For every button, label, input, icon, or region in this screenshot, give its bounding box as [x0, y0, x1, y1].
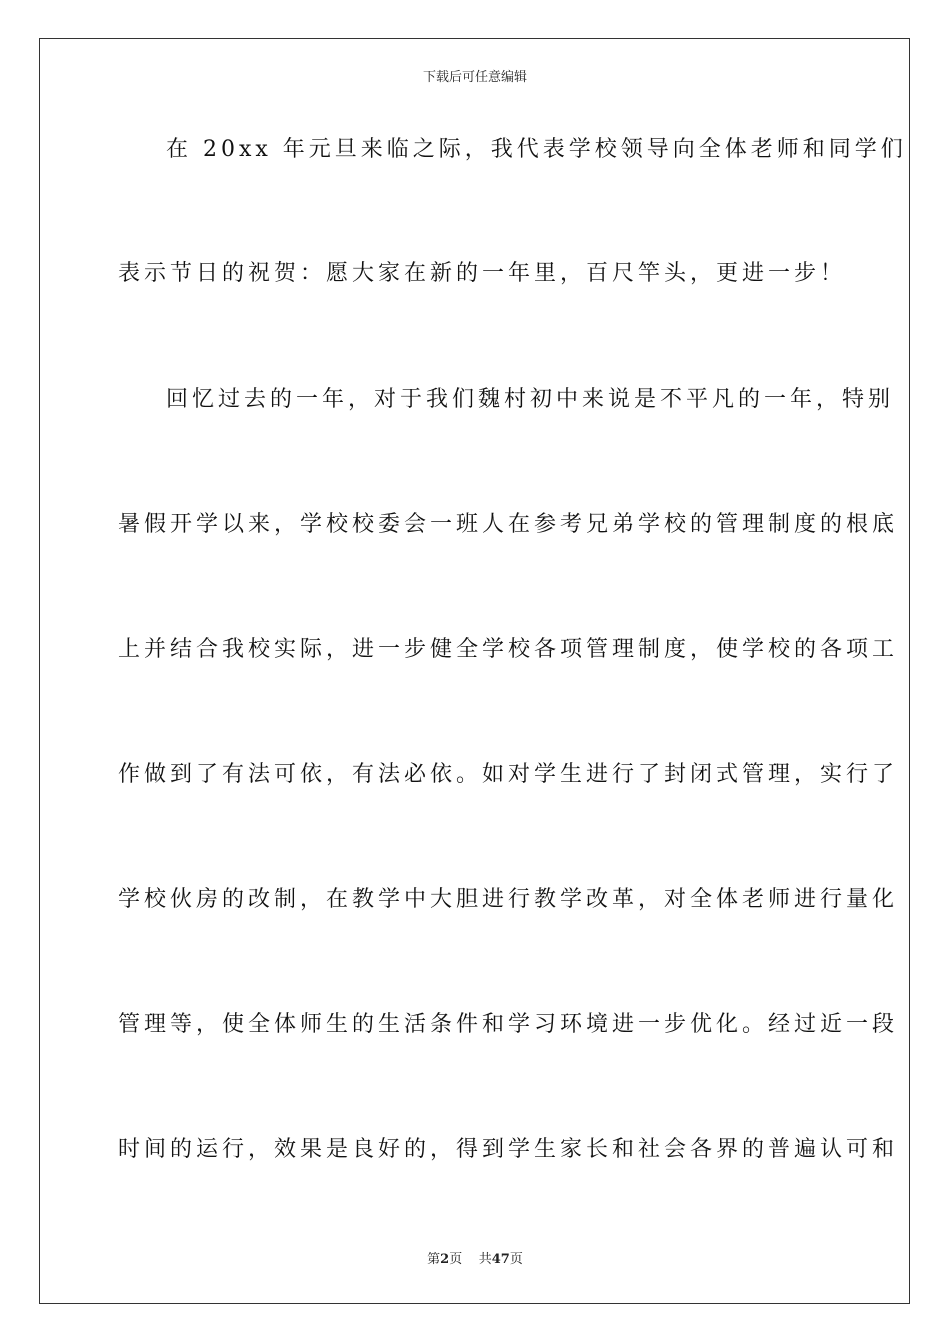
paragraph-line: 暑假开学以来，学校校委会一班人在参考兄弟学校的管理制度的根底 [118, 512, 899, 537]
page-prefix: 第 [427, 1252, 441, 1267]
total-page-count: 47 [491, 1252, 510, 1267]
paragraph-line: 学校伙房的改制，在教学中大胆进行教学改革，对全体老师进行量化 [118, 887, 899, 912]
paragraph-line: 作做到了有法可依，有法必依。如对学生进行了封闭式管理，实行了 [118, 762, 899, 787]
paragraph-line: 时间的运行，效果是良好的，得到学生家长和社会各界的普遍认可和 [118, 1137, 899, 1162]
page-border [39, 38, 910, 1304]
total-unit: 页 [509, 1252, 523, 1267]
paragraph-line: 上并结合我校实际，进一步健全学校各项管理制度，使学校的各项工 [118, 637, 899, 662]
paragraph-line: 回忆过去的一年，对于我们魏村初中来说是不平凡的一年，特别 [166, 387, 895, 412]
page-number-footer [0, 1248, 950, 1267]
current-page-number: 2 [440, 1252, 450, 1267]
paragraph-line: 在 20xx 年元旦来临之际，我代表学校领导向全体老师和同学们 [166, 137, 907, 162]
paragraph-line: 管理等，使全体师生的生活条件和学习环境进一步优化。经过近一段 [118, 1012, 899, 1037]
header-note: 下载后可任意编辑 [422, 70, 527, 85]
page-unit: 页 [449, 1252, 463, 1267]
paragraph-line: 表示节日的祝贺：愿大家在新的一年里，百尺竿头，更进一步！ [118, 261, 847, 286]
total-prefix: 共 [478, 1252, 492, 1267]
